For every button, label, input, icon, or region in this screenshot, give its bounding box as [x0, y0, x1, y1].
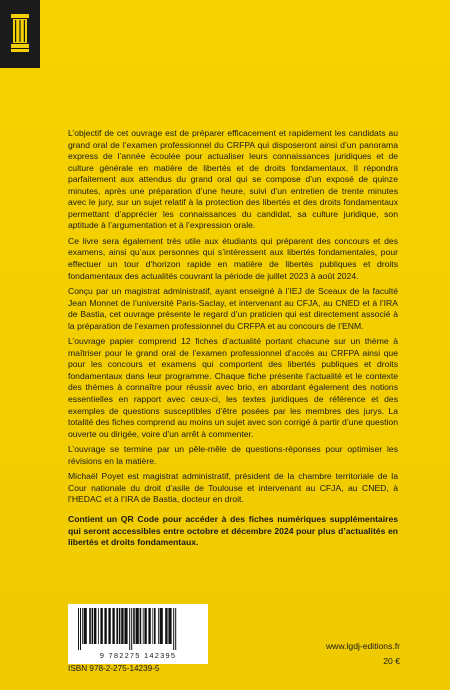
barcode-bar: [144, 608, 146, 644]
isbn: ISBN 978-2-275-14239-5: [68, 664, 160, 673]
paragraph-author-bio: Michaël Poyet est magistrat administratif, président de la chambre territoriale de la Cour nationale du droit d’asile de Toulouse et intervenant au CFJA, au CNED, à l’HEDAC et à l’IRA de Bastia, docteur en droit.: [68, 471, 398, 505]
barcode-bar: [131, 608, 132, 650]
barcode-bar: [116, 608, 118, 644]
paragraph-objective: L’objectif de cet ouvrage est de préparer efficacement et rapidement les candidats au grand oral de l’examen professionnel du CRFPA qui disposeront ainsi d’un panorama express de l’année écoulée pour actualiser leurs connaissances juridiques et de culture générale en matière de libertés et de droits fondamentaux. Il répondra parfaitement aux attendus du grand oral qui se compose d’un exposé de quinze minutes, après une préparation d’une heure, suivi d’un entretien de trente minutes avec le jury, sur un sujet relatif à la protection des libertés et des droits fondamentaux permettant d’apprécier les connaissances du candidat, sa culture juridique, son aptitude à l’argumentation et à l’expression orale.: [68, 128, 398, 231]
barcode-number: 9 782275 142395: [99, 651, 177, 660]
barcode-bar: [84, 608, 87, 644]
publisher-website[interactable]: www.lgdj-editions.fr: [325, 641, 400, 651]
barcode-icon: [72, 608, 204, 650]
barcode-bar: [80, 608, 81, 650]
barcode-bar: [112, 608, 114, 644]
barcode-bar: [119, 608, 121, 644]
barcode-bar: [94, 608, 96, 644]
barcode-bar: [173, 608, 174, 650]
barcode: [68, 604, 208, 664]
barcode-bar: [143, 608, 144, 644]
summary-text: [68, 128, 398, 553]
barcode-bar: [92, 608, 94, 644]
barcode-bar: [104, 608, 106, 644]
price: 20 €: [383, 656, 400, 666]
barcode-bar: [140, 608, 142, 644]
publisher-logo: [0, 0, 40, 68]
barcode-bar: [165, 608, 167, 644]
barcode-bar: [121, 608, 123, 644]
barcode-bar: [108, 608, 110, 644]
barcode-bar: [160, 608, 163, 644]
paragraph-ending: L’ouvrage se termine par un pêle-mêle de questions-réponses pour optimiser les révisions en la matière.: [68, 444, 398, 466]
barcode-bar: [168, 608, 171, 644]
qr-code-note: Contient un QR Code pour accéder à des fiches numériques supplémentaires qui seront accessibles entre octobre et décembre 2024 pour plus d’actualités en libertés et droits fondamentaux.: [68, 513, 398, 548]
barcode-bar: [158, 608, 159, 644]
barcode-bar: [82, 608, 83, 644]
barcode-bar: [154, 608, 156, 644]
paragraph-content: L’ouvrage papier comprend 12 fiches d’actualité portant chacune sur un thème à maîtriser pour le grand oral de l’examen professionnel d’accès au CRFPA ainsi que pour les concours et examens qui comportent des libertés publiques et droits fondamentaux dans leur programme. Chaque fiche présente l’actualité et le contexte des thèmes à connaître pour réussir avec brio, en abordant également des notions essentielles en rapport avec ceux-ci, les textes juridiques de référence et des exemples de questions susceptibles d’être posées par les membres des jurys. La totalité des fiches comprend au moins un sujet avec son corrigé à partir d’une question ouverte ou dirigée, voire d’un arrêt à commenter.: [68, 336, 398, 439]
column-icon: [11, 14, 29, 54]
barcode-bar: [148, 608, 150, 644]
barcode-bar: [98, 608, 99, 644]
barcode-bar: [124, 608, 127, 644]
barcode-bar: [152, 608, 153, 644]
paragraph-author-context: Conçu par un magistrat administratif, ayant enseigné à l’IEJ de Sceaux de la faculté Jean Monnet de l’université Paris-Saclay, et intervenant au CFJA, au CNED et à l’IRA de Bastia, cet ouvrage présente le regard d’un praticien qui est directement associé à la préparation de l’examen professionnel du CRFPA et au concours de l’ENM.: [68, 286, 398, 331]
barcode-bar: [89, 608, 91, 644]
barcode-bar: [78, 608, 79, 650]
barcode-bar: [133, 608, 135, 644]
paragraph-audience: Ce livre sera également très utile aux étudiants qui préparent des concours et des examens, ainsi qu’aux personnes qui s’intéressent aux libertés fondamentales, pour effectuer un tour d’horizon rapide en matière de libertés publiques et droits fondamentaux des actualités couvrant la période de juillet 2023 à août 2024.: [68, 235, 398, 281]
barcode-bar: [100, 608, 102, 644]
barcode-bar: [129, 608, 130, 650]
barcode-bar: [136, 608, 139, 644]
barcode-bar: [175, 608, 176, 650]
